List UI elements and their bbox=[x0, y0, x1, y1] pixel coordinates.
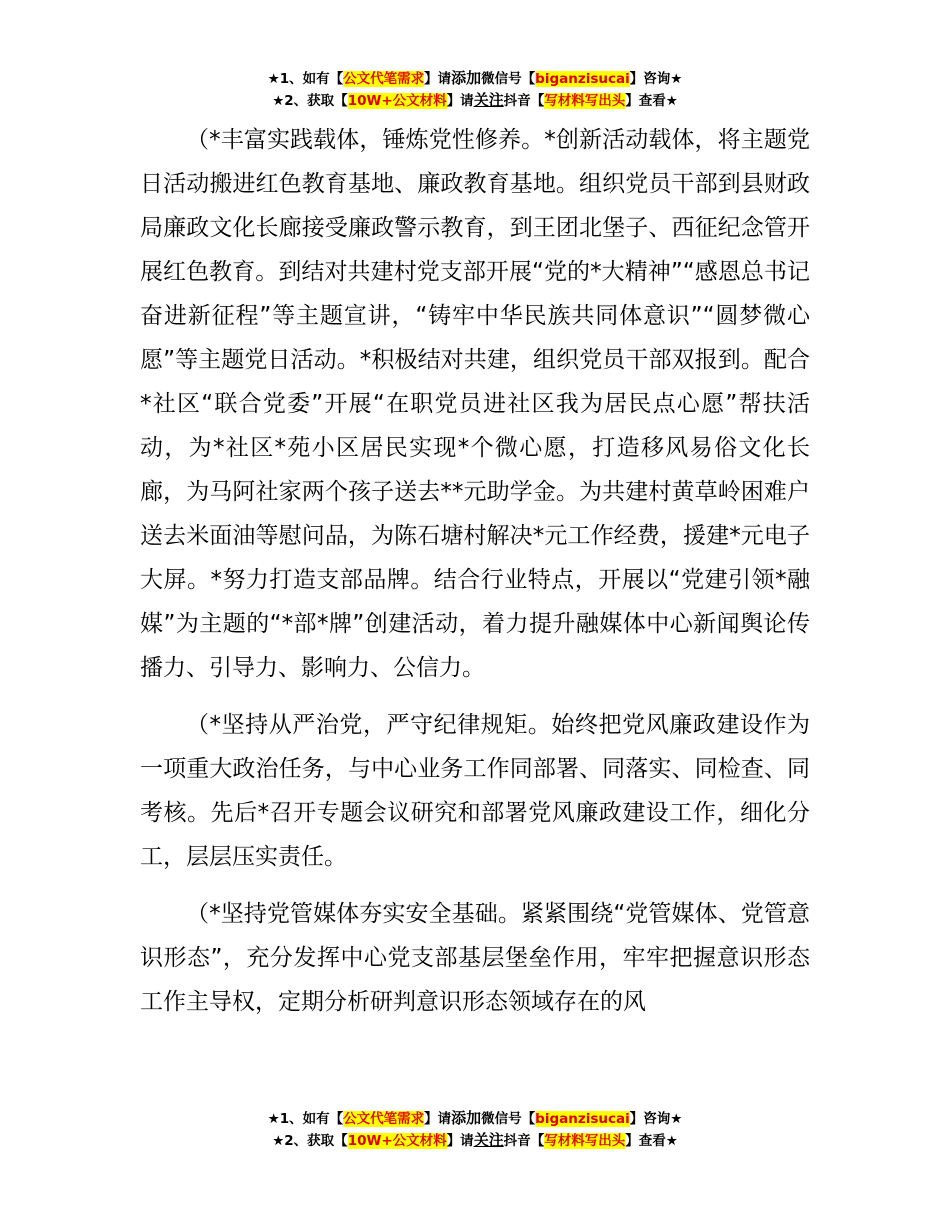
footer-banner bbox=[0, 1108, 950, 1152]
banner-text: 抖音【 bbox=[503, 1133, 545, 1149]
banner-text: ★2、获取【 bbox=[272, 1133, 348, 1149]
banner-text: 】查看★ bbox=[625, 1133, 678, 1149]
banner-text: ★1、如有【 bbox=[267, 71, 344, 87]
banner-text: 】请 bbox=[424, 71, 452, 87]
header-banner bbox=[0, 68, 950, 112]
highlight-wechat-id: biganzisucai bbox=[535, 1111, 630, 1127]
highlight-douyin: 写材料写出头 bbox=[544, 93, 626, 109]
banner-text: ★1、如有【 bbox=[267, 1111, 344, 1127]
highlight-materials: 10W+公文材料 bbox=[347, 1133, 447, 1149]
banner-emphasis: 关注 bbox=[473, 91, 504, 109]
highlight-materials: 10W+公文材料 bbox=[347, 93, 447, 109]
highlight-service: 公文代笔需求 bbox=[343, 71, 425, 87]
banner-text: 】请 bbox=[424, 1111, 452, 1127]
banner-text: 微信号【 bbox=[481, 1111, 536, 1127]
document-body bbox=[140, 118, 810, 1037]
paragraph: （*丰富实践载体，锤炼党性修养。*创新活动载体，将主题党日活动搬进红色教育基地、廉政教育基地。组织党员干部到县财政局廉政文化长廊接受廉政警示教育，到王团北堡子、西征纪念管开展红色教育。到结对共建村党支部开展“党的*大精神”“感恩总书记奋进新征程”等主题宣讲，“铸牢中华民族共同体意识”“圆梦微心愿”等主题党日活动。*积极结对共建，组织党员干部双报到。配合*社区“联合党委”开展“在职党员进社区我为居民点心愿”帮扶活动，为*社区*苑小区居民实现*个微心愿，打造移风易俗文化长廊，为马阿社家两个孩子送去**元助学金。为共建村黄草岭困难户送去米面油等慰问品，为陈石塘村解决*元工作经费，援建*元电子大屏。*努力打造支部品牌。结合行业特点，开展以“党建引领*融媒”为主题的“*部*牌”创建活动，着力提升融媒体中心新闻舆论传播力、引导力、影响力、公信力。 bbox=[140, 127, 810, 681]
paragraph: （*坚持从严治党，严守纪律规矩。始终把党风廉政建设作为一项重大政治任务，与中心业务工作同部署、同落实、同检查、同考核。先后*召开专题会议研究和部署党风廉政建设工作，细化分工，层层压实责任。 bbox=[140, 712, 810, 870]
banner-text: ★2、获取【 bbox=[272, 93, 348, 109]
banner-emphasis: 添加 bbox=[451, 1109, 482, 1127]
banner-line-1 bbox=[0, 1108, 950, 1130]
banner-line-2 bbox=[0, 90, 950, 112]
banner-text: 】请 bbox=[446, 93, 474, 109]
banner-text: 抖音【 bbox=[503, 93, 545, 109]
banner-text: 】查看★ bbox=[625, 93, 678, 109]
paragraph: （*坚持党管媒体夯实安全基础。紧紧围绕“党管媒体、党管意识形态”，充分发挥中心党支部基层堡垒作用，牢牢把握意识形态工作主导权，定期分析研判意识形态领域存在的风 bbox=[140, 901, 810, 1015]
highlight-service: 公文代笔需求 bbox=[343, 1111, 425, 1127]
banner-emphasis: 关注 bbox=[473, 1131, 504, 1149]
banner-emphasis: 添加 bbox=[451, 69, 482, 87]
highlight-douyin: 写材料写出头 bbox=[544, 1133, 626, 1149]
banner-text: 】咨询★ bbox=[629, 71, 683, 87]
banner-text: 微信号【 bbox=[481, 71, 536, 87]
highlight-wechat-id: biganzisucai bbox=[535, 71, 630, 87]
banner-text: 】请 bbox=[446, 1133, 474, 1149]
banner-text: 】咨询★ bbox=[629, 1111, 683, 1127]
banner-line-2 bbox=[0, 1130, 950, 1152]
banner-line-1 bbox=[0, 68, 950, 90]
